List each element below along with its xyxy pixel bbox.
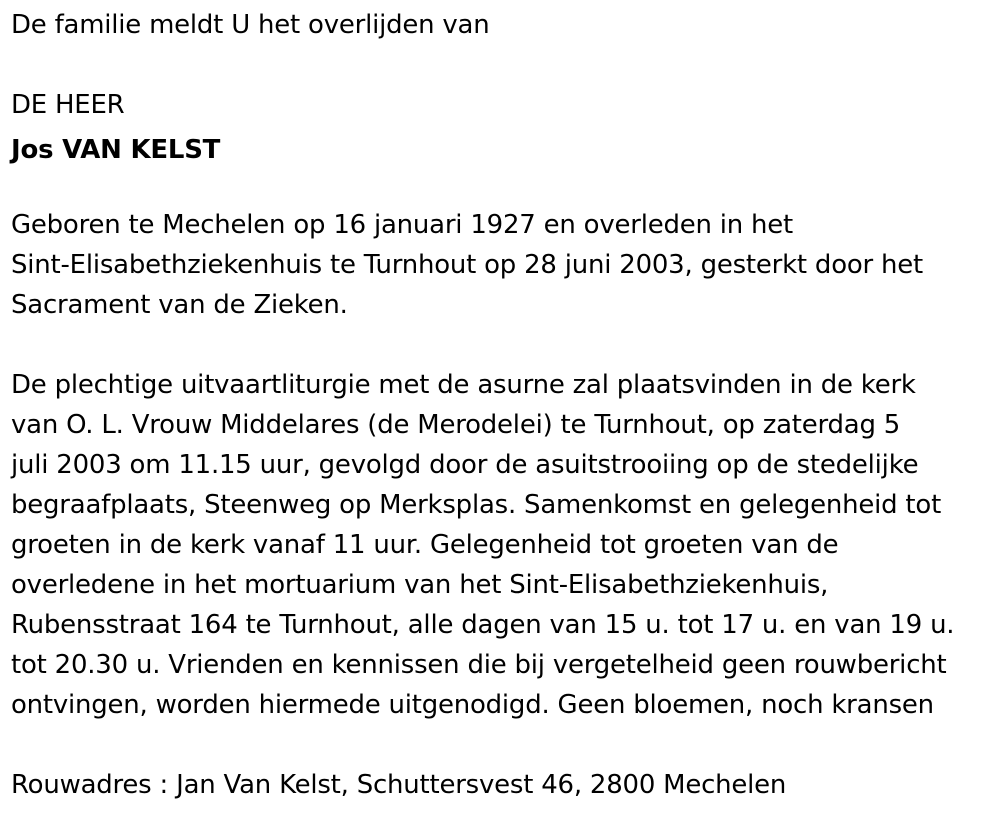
paragraph-line: ontvingen, worden hiermede uitgenodigd. Geen bloemen, noch kransen [11,690,934,720]
spacer [11,177,991,205]
paragraph-line: begraafplaats, Steenweg op Merksplas. Samenkomst en gelegenheid tot [11,490,942,520]
paragraph-line: groeten in de kerk vanaf 11 uur. Gelegenheid tot groeten van de [11,530,839,560]
spacer [11,725,991,765]
paragraph-line: Rubensstraat 164 te Turnhout, alle dagen van 15 u. tot 17 u. en van 19 u. [11,610,955,640]
spacer [11,45,991,85]
honorific: DE HEER [11,90,125,120]
paragraph-line: van O. L. Vrouw Middelares (de Merodelei) te Turnhout, op zaterdag 5 [11,410,901,440]
mourning-address: Rouwadres : Jan Van Kelst, Schuttersvest 46, 2800 Mechelen [11,770,787,800]
deceased-name: Jos VAN KELST [11,135,221,165]
paragraph-line: Geboren te Mechelen op 16 januari 1927 en overleden in het [11,210,794,240]
paragraph-line: Sint-Elisabethziekenhuis te Turnhout op 28 juni 2003, gesterkt door het [11,250,924,280]
paragraph-line: Sacrament van de Zieken. [11,290,348,320]
spacer [11,325,991,365]
death-notice [11,5,991,805]
paragraph-line: overledene in het mortuarium van het Sint-Elisabethziekenhuis, [11,570,829,600]
paragraph-line: tot 20.30 u. Vrienden en kennissen die bij vergetelheid geen rouwbericht [11,650,947,680]
funeral-paragraph [11,365,991,725]
intro-text: De familie meldt U het overlijden van [11,10,490,40]
paragraph-line: juli 2003 om 11.15 uur, gevolgd door de asuitstrooiing op de stedelijke [11,450,919,480]
birth-paragraph [11,205,991,325]
paragraph-line: De plechtige uitvaartliturgie met de asurne zal plaatsvinden in de kerk [11,370,916,400]
